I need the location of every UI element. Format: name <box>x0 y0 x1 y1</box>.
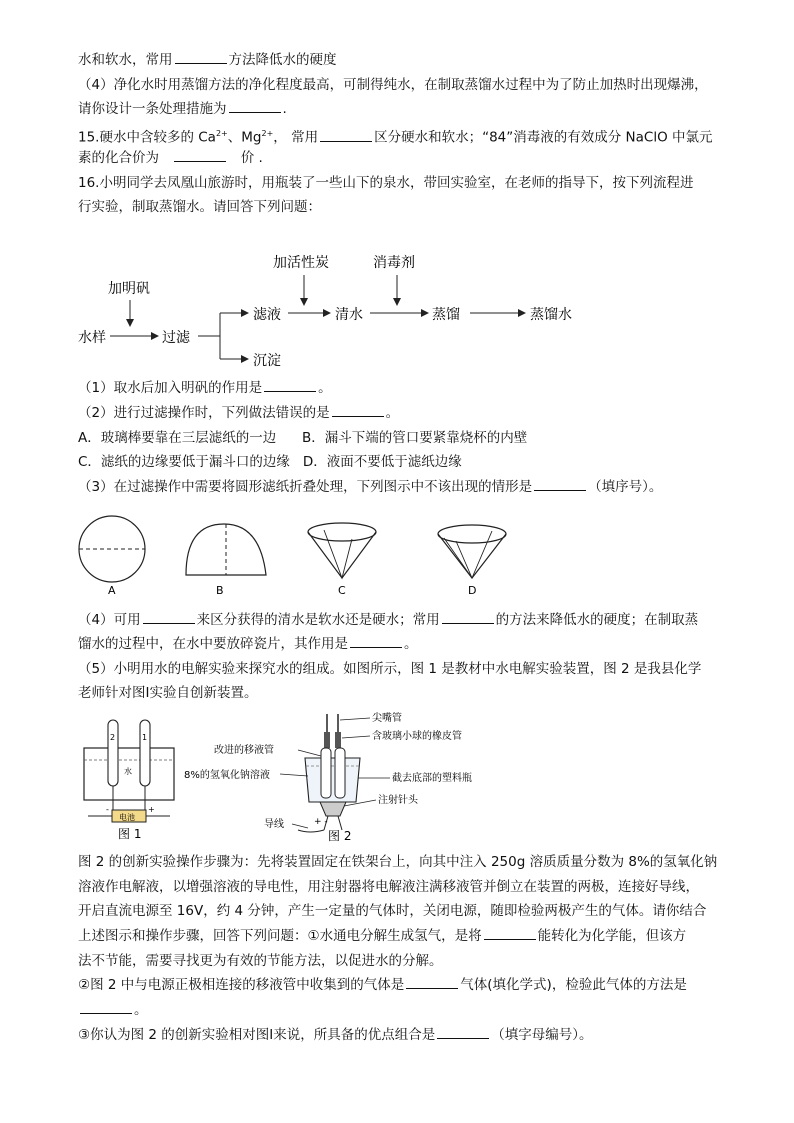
text: 请你设计一条处理措施为 <box>78 101 227 117</box>
answer-blank[interactable] <box>332 403 384 417</box>
superscript: 2+ <box>261 129 274 138</box>
label-a: A <box>108 584 116 597</box>
cone-fold <box>444 531 492 578</box>
pm-signs: + - <box>314 817 328 827</box>
flow-distill: 蒸馏 <box>432 307 460 323</box>
q16-part4-line1 <box>78 610 728 630</box>
label-needle: 注射针头 <box>378 795 418 806</box>
pipette-right <box>335 748 345 798</box>
q16-part2-options-ab <box>78 428 728 448</box>
text: ， 常用 <box>273 129 319 146</box>
text: 15.硬水中含较多的 Ca <box>78 129 216 146</box>
text: 上述图示和操作步骤，回答下列问题：①水通电分解生成氢气，是将 <box>78 928 482 944</box>
text: 、Mg <box>227 129 262 146</box>
desc-line3: 开启直流电源至 16V，约 4 分钟，产生一定量的气体时，关闭电源，随即检验两极产生的气体。请你结合 <box>78 903 707 919</box>
text: ②图 2 中与电源正极相连接的移液管中收集到的气体是 <box>78 977 405 993</box>
answer-blank[interactable] <box>442 610 494 624</box>
option-c: C．滤纸的边缘要低于漏斗口的边缘 <box>78 454 290 470</box>
q15-line2 <box>78 148 728 168</box>
q14-part4: （4）净化水时用蒸馏方法的净化程度最高，可制得纯水，在制取蒸馏水过程中为了防止加热时出现爆沸， <box>78 77 708 93</box>
text: 区分硬水和软水；“84”消毒液的有效成分 NaClO 中氯元 <box>374 129 713 146</box>
text: （填序号）。 <box>588 479 663 495</box>
label-rubber-tube: 含玻璃小球的橡皮管 <box>372 731 462 742</box>
q16-part5-line1: （5）小明用水的电解实验来探究水的组成。如图所示，图 1 是教材中水电解实验装置，图 2 是我县化学 <box>78 661 702 677</box>
text: （2）进行过滤操作时，下列做法错误的是 <box>78 405 330 421</box>
label-improved-pipette: 改进的移液管 <box>214 745 274 756</box>
label-wire: 导线 <box>264 819 284 830</box>
option-d: D．液面不要低于滤纸边缘 <box>302 454 462 470</box>
pipette-left <box>321 748 331 798</box>
q14-part4-cont <box>78 99 728 119</box>
label-c: C <box>338 584 346 597</box>
text: 。 <box>404 636 418 652</box>
q16-part2 <box>78 403 728 423</box>
text: 气体(填化学式)，检验此气体的方法是 <box>460 977 687 993</box>
tube-label-right: 1 <box>142 733 148 742</box>
superscript: 2+ <box>215 129 228 138</box>
pointer <box>342 736 370 738</box>
flow-add-alum: 加明矾 <box>108 281 150 297</box>
flow-add-carbon: 加活性炭 <box>273 255 329 271</box>
label-naoh-solution: 8%的氢氧化钠溶液 <box>184 770 270 781</box>
pointer <box>298 750 321 756</box>
figure-2-caption: 图 2 <box>328 829 352 843</box>
plus-sign: + <box>148 805 155 814</box>
q15-line1 <box>78 124 728 148</box>
needle <box>338 816 342 830</box>
answer-blank[interactable] <box>175 50 227 64</box>
pointer <box>340 718 370 720</box>
flow-distilled-water: 蒸馏水 <box>530 307 572 323</box>
rubber-right <box>335 732 341 748</box>
line-hard-soft <box>78 50 728 70</box>
label-d: D <box>468 584 477 597</box>
text: 的方法来降低水的硬度；在制取蒸 <box>495 612 699 628</box>
text: 素的化合价为 <box>78 150 159 166</box>
text: （填字母编号）。 <box>491 1027 593 1043</box>
label-plastic-bottle: 截去底部的塑料瓶 <box>392 773 472 784</box>
label-b: B <box>216 584 224 597</box>
q16-part3 <box>78 477 728 497</box>
text: 。 <box>134 1002 148 1018</box>
answer-blank[interactable] <box>174 148 226 162</box>
battery-label: 电池 <box>119 813 135 822</box>
desc-line6 <box>78 975 728 995</box>
text: 馏水的过程中，在水中要放碎瓷片，其作用是 <box>78 636 348 652</box>
text: . <box>282 101 287 117</box>
q16-part1 <box>78 378 728 398</box>
cone-rim <box>308 523 376 541</box>
text: 来区分获得的清水是软水还是硬水；常用 <box>196 612 440 628</box>
answer-blank[interactable] <box>350 634 402 648</box>
q16-part2-options-cd <box>78 452 728 472</box>
tube-label-left: 2 <box>110 733 116 742</box>
text: （4）可用 <box>78 612 141 628</box>
desc-line1: 图 2 的创新实验操作步骤为：先将装置固定在铁架台上，向其中注入 250g 溶质质量分数为 8%的氢氧化钠 <box>78 854 718 870</box>
bottle-neck <box>320 802 346 816</box>
answer-blank[interactable] <box>264 378 316 392</box>
flow-filtrate: 滤液 <box>253 307 281 323</box>
text: 能转化为化学能，但该方 <box>537 928 687 944</box>
text: ③你认为图 2 的创新实验相对图Ⅰ来说，所具备的优点组合是 <box>78 1027 436 1043</box>
desc-line2: 溶液作电解液，以增强溶液的导电性，用注射器将电解液注满移液管并倒立在装置的两极，连接好导线， <box>78 879 699 895</box>
test-tube-right <box>140 720 150 786</box>
option-a: A．玻璃棒要靠在三层滤纸的一边 <box>78 430 277 446</box>
test-tube-left <box>108 720 118 786</box>
figure-1-caption: 图 1 <box>118 827 142 841</box>
answer-blank[interactable] <box>484 926 536 940</box>
flow-sample: 水样 <box>78 330 106 346</box>
text: （1）取水后加入明矾的作用是 <box>78 380 263 396</box>
answer-blank[interactable] <box>320 128 372 142</box>
figure-1-electrolysis <box>78 712 178 842</box>
answer-blank[interactable] <box>229 99 281 113</box>
flow-precipitate: 沉淀 <box>253 353 281 369</box>
pointer <box>292 824 308 828</box>
figure-2-innovative-apparatus <box>180 706 520 846</box>
text: 。 <box>318 380 332 396</box>
answer-blank[interactable] <box>143 610 195 624</box>
minus-sign: - <box>106 805 109 814</box>
answer-blank[interactable] <box>406 975 458 989</box>
plastic-bottle <box>305 758 360 802</box>
rubber-left <box>324 732 330 748</box>
flow-clear-water: 清水 <box>335 307 363 323</box>
desc-line4 <box>78 926 728 946</box>
text: 方法降低水的硬度 <box>228 52 337 68</box>
filter-paper-figures <box>72 512 532 598</box>
q16-part5-line2: 老师针对图Ⅰ实验自创新装置。 <box>78 685 258 701</box>
flow-filter: 过滤 <box>162 330 190 346</box>
cone-rim <box>438 525 506 543</box>
flow-disinfectant: 消毒剂 <box>373 255 415 271</box>
answer-blank[interactable] <box>437 1025 489 1039</box>
q16-line2: 行实验，制取蒸馏水。请回答下列问题： <box>78 199 321 215</box>
text: （3）在过滤操作中需要将圆形滤纸折叠处理，下列图示中不该出现的情形是 <box>78 479 533 495</box>
desc-line8 <box>78 1025 728 1045</box>
water-label: 水 <box>124 767 132 776</box>
process-flow-diagram <box>70 225 630 375</box>
text: 价 . <box>240 150 263 166</box>
answer-blank[interactable] <box>80 1000 132 1014</box>
pointer <box>280 774 308 776</box>
q16-line1: 16.小明同学去凤凰山旅游时，用瓶装了一些山下的泉水，带回实验室，在老师的指导下，按下列流程进 <box>78 175 694 191</box>
q16-part4-line2 <box>78 634 728 654</box>
label-nozzle: 尖嘴管 <box>372 713 402 724</box>
desc-line7 <box>78 1000 728 1020</box>
wire <box>298 830 324 832</box>
text: 。 <box>385 405 400 421</box>
answer-blank[interactable] <box>534 477 586 491</box>
text: 水和软水，常用 <box>78 52 173 68</box>
option-b: B．漏斗下端的管口要紧靠烧杯的内壁 <box>302 430 528 446</box>
desc-line5: 法不节能，需要寻找更为有效的节能方法，以促进水的分解。 <box>78 953 443 969</box>
